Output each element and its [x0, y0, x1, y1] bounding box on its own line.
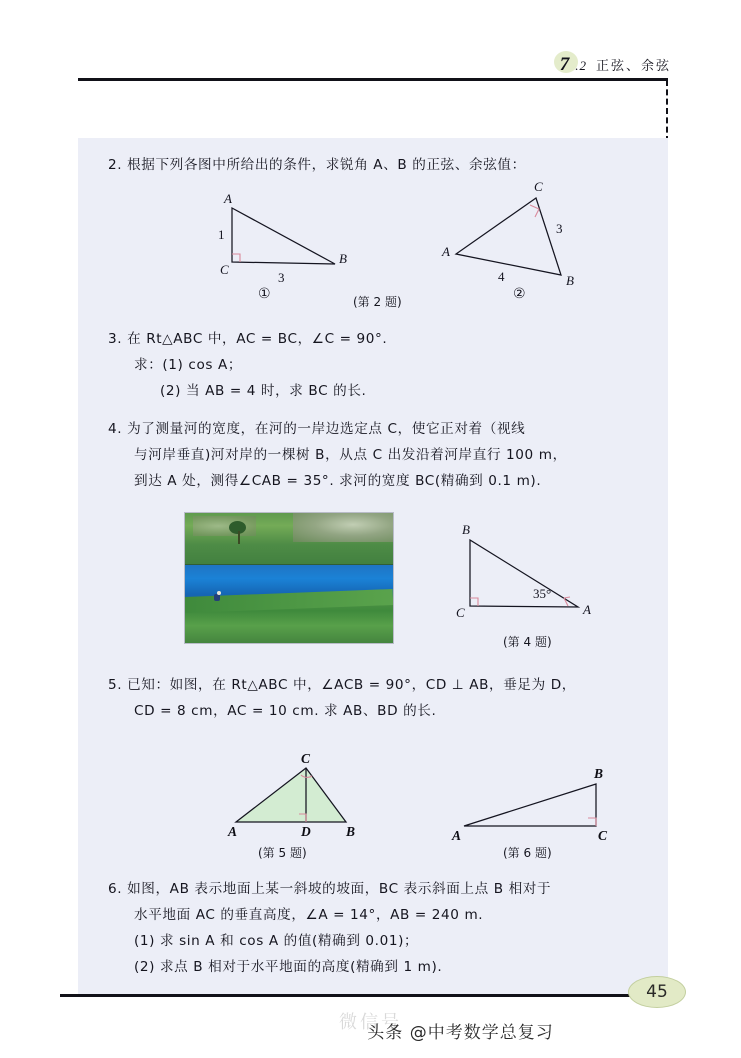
figure-4-label-b: B: [462, 522, 470, 537]
figure-4: [450, 520, 630, 630]
figure-4-caption: (第 4 题): [503, 635, 552, 649]
figure-4-angle: 35°: [533, 586, 552, 601]
question-6: [108, 876, 653, 980]
figure-2-caption: (第 2 题): [353, 295, 402, 309]
figure-2a-label-c: C: [220, 262, 229, 277]
question-3: [108, 326, 653, 404]
question-6-line-1: 6. 如图，AB 表示地面上某一斜坡的坡面，BC 表示斜面上点 B 相对于: [108, 881, 552, 897]
page-number: 45: [628, 976, 686, 1008]
page-header: [557, 54, 671, 76]
figure-2a-label-b: B: [339, 251, 347, 266]
section-title: 正弦、余弦: [595, 59, 671, 74]
figure-5-label-d: D: [301, 824, 311, 839]
figure-2b-label-b: B: [566, 273, 574, 288]
figure-6-caption: (第 6 题): [503, 846, 552, 860]
question-2-line-1: 2. 根据下列各图中所给出的条件，求锐角 A、B 的正弦、余弦值：: [108, 157, 526, 173]
question-4-line-3: 到达 A 处，测得∠CAB = 35°. 求河的宽度 BC(精确到 0.1 m).: [134, 473, 542, 489]
question-6-line-3: (1) 求 sin A 和 cos A 的值(精确到 0.01)；: [134, 933, 419, 949]
figure-5-caption: (第 5 题): [258, 846, 307, 860]
figure-2a-label-a: A: [224, 191, 232, 206]
figure-2b: [426, 178, 616, 298]
figure-6-label-c: C: [598, 828, 608, 843]
question-5: [108, 672, 653, 724]
question-5-line-1: 5. 已知：如图，在 Rt△ABC 中，∠ACB = 90°，CD ⊥ AB，垂足为 D，: [108, 677, 576, 693]
question-3-line-2: 求：(1) cos A；: [134, 357, 243, 373]
question-6-line-4: (2) 求点 B 相对于水平地面的高度(精确到 1 m).: [134, 959, 443, 975]
figure-2a-side-horizontal: 3: [278, 270, 285, 285]
question-6-line-2: 水平地面 AC 的垂直高度，∠A = 14°，AB = 240 m.: [134, 907, 484, 923]
figure-5-label-b: B: [346, 824, 356, 839]
question-4-line-2: 与河岸垂直)河对岸的一棵树 B，从点 C 出发沿着河岸直行 100 m，: [134, 447, 567, 463]
content-area: [78, 138, 668, 995]
page-footer: [0, 1012, 741, 1043]
figure-4-label-a: A: [583, 602, 591, 617]
photo-tree-trunk: [238, 531, 240, 544]
figure-2b-side-cb: 3: [556, 221, 563, 236]
figure-2b-side-ab: 4: [498, 269, 505, 284]
header-rule: [78, 78, 668, 81]
question-3-line-3: (2) 当 AB = 4 时，求 BC 的长.: [160, 383, 367, 399]
figure-2b-label-a: A: [442, 244, 450, 259]
figure-2a: [206, 190, 396, 298]
footer-rule: [60, 994, 668, 997]
photo-rock-right: [293, 513, 393, 542]
question-2: [108, 152, 653, 178]
figure-5-label-c: C: [301, 751, 311, 766]
figure-6-label-b: B: [594, 766, 604, 781]
section-subnumber: .2: [575, 58, 587, 73]
question-3-line-1: 3. 在 Rt△ABC 中，AC = BC，∠C = 90°.: [108, 331, 388, 347]
river-photo: [184, 512, 394, 644]
question-5-line-2: CD = 8 cm，AC = 10 cm. 求 AB、BD 的长.: [134, 703, 437, 719]
photo-rock-left: [193, 516, 255, 537]
figure-2b-caption: ②: [513, 286, 526, 302]
figure-6-label-a: A: [452, 828, 462, 843]
figure-2a-side-vertical: 1: [218, 227, 225, 242]
question-4-line-1: 4. 为了测量河的宽度，在河的一岸边选定点 C，使它正对着（视线: [108, 421, 526, 437]
section-number: 7: [557, 54, 574, 76]
footer-watermark: 微信号: [339, 1012, 402, 1033]
figure-2a-caption: ①: [258, 286, 271, 302]
figure-5-label-a: A: [228, 824, 238, 839]
header-dashed-line: [666, 80, 668, 142]
question-4: [108, 416, 653, 494]
photo-foreground-grass: [185, 600, 393, 643]
footer-account: 头条 @中考数学总复习: [367, 1023, 554, 1043]
content-panel: [78, 138, 668, 995]
figure-2b-label-c: C: [534, 179, 543, 194]
figure-4-label-c: C: [456, 605, 465, 620]
